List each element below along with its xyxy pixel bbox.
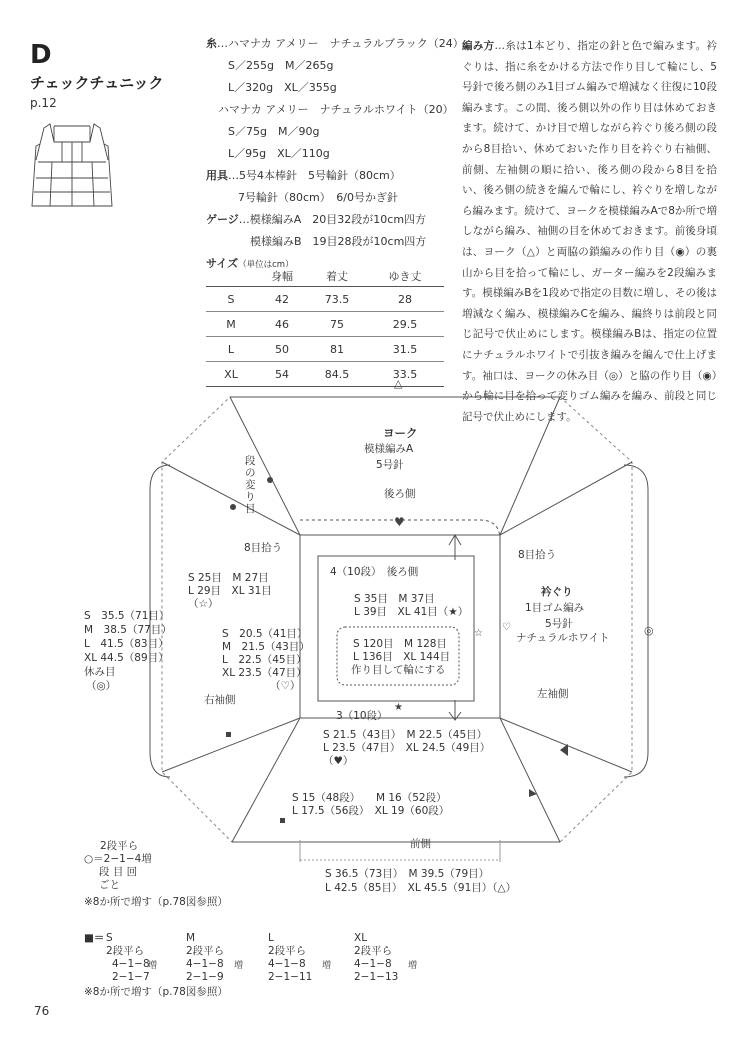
svg-text:♡: ♡ bbox=[502, 622, 511, 633]
size-note-size: L bbox=[268, 932, 274, 944]
size-note-line: 2段平ら bbox=[268, 945, 307, 957]
pick-up-left: 8目拾う bbox=[244, 542, 283, 554]
yarn-line: …ハマナカ アメリー ナチュラルブラック（24） bbox=[217, 37, 464, 50]
size-note-size: M bbox=[186, 932, 196, 944]
sleeve-stitches: XL 23.5（47目） bbox=[222, 667, 307, 679]
method-body: …糸は1本どり、指定の針と色で編みます。衿ぐりは、指に糸をかける方法で作り目して輪にし、5号針で後ろ側のみ1目ゴム編みで増減なく往復に10段編みます。この間、後ろ側以外の作り目は休めておきます。続けて、かけ目で増しながら衿ぐり後ろ側の段から8目拾い、休めておいた作り目を衿ぐり右袖側、前側、左袖側の順に拾い、後ろ側の段から8目を拾い、後ろ側の続きを編んで輪にし、衿ぐりを増しながら編みます。続けて、ヨークを模様編みAで8か所で増しながら編み、袖側の目を休めておきます。前後身頃は、ヨーク（△）と両脇の鎖編みの作り目（◉）の裏山から目を拾って輪にし、ガーター編みを2段編みます。模様編みBを1段めで指定の目数に増し、その後は増減なく編み、模様編みCを編み、編終りは前段と同じ記号で伏止めにします。模様編みBは、指定の位置にナチュラルホワイトで引抜き編みを編んで仕上げます。袖口は、ヨークの休み目（◎）と脇の作り目（◉）から輪に目を拾って変りゴム編みを編み、前段と同じ記号で伏止めにします。 bbox=[462, 40, 717, 423]
body-width-left: XL 44.5（89目） bbox=[84, 652, 169, 664]
hem-stitches: L 42.5（85目） XL 45.5（91目）（△） bbox=[325, 882, 517, 894]
tools-label: 用具 bbox=[206, 169, 228, 182]
table-cell: S bbox=[206, 287, 256, 312]
cast-on-stitches: S 120目 M 128目 bbox=[353, 638, 447, 650]
body-width-left: S 35.5（71目） bbox=[84, 610, 170, 622]
table-cell: 29.5 bbox=[366, 312, 444, 337]
upper-left-stitches: S 25目 M 27目 bbox=[188, 572, 269, 584]
inc-label: 増 bbox=[322, 961, 332, 971]
size-note-line: 4−1−8 bbox=[354, 958, 392, 970]
increase-note-line: 2段平ら bbox=[100, 840, 139, 852]
table-cell: M bbox=[206, 312, 256, 337]
size-note-line: 2−1−9 bbox=[186, 971, 224, 983]
body-width-left: L 41.5（83目） bbox=[84, 638, 169, 650]
length-rows: L 17.5（56段） XL 19（60段） bbox=[292, 805, 450, 817]
cast-on-note: 作り目して輪にする bbox=[351, 664, 446, 676]
size-note-m bbox=[186, 932, 224, 984]
body-width-left: M 38.5（77目） bbox=[84, 624, 172, 636]
size-note-line: 4−1−8 bbox=[186, 958, 224, 970]
side-stitches: （♥） bbox=[323, 755, 354, 767]
size-note-line: 2−1−11 bbox=[268, 971, 313, 983]
page-title: チェックチュニック bbox=[30, 74, 164, 92]
table-cell: 46 bbox=[256, 312, 308, 337]
gauge-line: 模様編みB 19目28段が10cm四方 bbox=[250, 235, 427, 248]
neckline-title: 衿ぐり bbox=[541, 586, 573, 598]
increase-note-line: 段 目 回 bbox=[99, 866, 138, 878]
tools-line: 7号輪針（80cm） 6/0号かぎ針 bbox=[238, 191, 398, 204]
sleeve-stitches: M 21.5（43目） bbox=[222, 641, 310, 653]
method-label: 編み方 bbox=[462, 40, 495, 52]
page-reference: p.12 bbox=[30, 96, 57, 110]
table-header-cell: 身幅 bbox=[256, 266, 308, 287]
gauge-label: ゲージ bbox=[206, 213, 239, 226]
neckline-needle: 5号針 bbox=[545, 618, 573, 630]
yarn-line: S／75g M／90g bbox=[228, 125, 320, 138]
size-note-s bbox=[106, 932, 150, 984]
svg-text:♥: ♥ bbox=[394, 515, 405, 529]
pattern-letter: D bbox=[30, 40, 52, 70]
page-number: 76 bbox=[34, 1004, 50, 1018]
table-header-cell: 着丈 bbox=[308, 266, 366, 287]
size-note-line: 4−1−8 bbox=[268, 958, 306, 970]
table-cell: 73.5 bbox=[308, 287, 366, 312]
table-cell: 28 bbox=[366, 287, 444, 312]
yarn-label: 糸 bbox=[206, 37, 217, 50]
size-note-line: 2段平ら bbox=[354, 945, 393, 957]
yoke-pattern: 模様編みA bbox=[364, 443, 414, 455]
size-note-line: 2−1−13 bbox=[354, 971, 399, 983]
table-header-cell: ゆき丈 bbox=[366, 266, 444, 287]
increase-note-line: ○＝2−1−4増 bbox=[84, 853, 152, 865]
yarn-line: ハマナカ アメリー ナチュラルホワイト（20） bbox=[218, 103, 454, 116]
yoke-needle: 5号針 bbox=[376, 459, 404, 471]
neckline-color: ナチュラルホワイト bbox=[516, 632, 610, 644]
row-change-label: 段の変り目 bbox=[245, 455, 256, 515]
svg-text:◎: ◎ bbox=[644, 624, 654, 637]
table-cell: 50 bbox=[256, 337, 308, 362]
table-cell: 84.5 bbox=[308, 362, 366, 387]
inc-label: 増 bbox=[408, 961, 418, 971]
table-cell: 81 bbox=[308, 337, 366, 362]
back-rows-label: 4（10段） 後ろ側 bbox=[330, 566, 419, 578]
table-cell: 31.5 bbox=[366, 337, 444, 362]
svg-text:★: ★ bbox=[394, 702, 403, 713]
side-stitches: S 21.5（43目） M 22.5（45目） bbox=[323, 729, 488, 741]
table-cell: L bbox=[206, 337, 256, 362]
table-cell: 54 bbox=[256, 362, 308, 387]
inc-label: 増 bbox=[234, 961, 244, 971]
table-cell: 33.5 bbox=[366, 362, 444, 387]
size-note-size: XL bbox=[354, 932, 368, 944]
table-cell: 75 bbox=[308, 312, 366, 337]
sleeve-stitches: L 22.5（45目） bbox=[222, 654, 307, 666]
table-cell: XL bbox=[206, 362, 256, 387]
cast-on-stitches: L 136目 XL 144目 bbox=[353, 651, 451, 663]
right-sleeve-label: 右袖側 bbox=[204, 694, 236, 706]
size-note-size: S bbox=[106, 932, 113, 944]
size-note-line: 2段平ら bbox=[106, 945, 145, 957]
size-label: サイズ bbox=[206, 257, 239, 270]
pick-up-right: 8目拾う bbox=[518, 549, 557, 561]
yarn-line: L／95g XL／110g bbox=[228, 147, 330, 160]
yarn-line: S／255g M／265g bbox=[228, 59, 334, 72]
svg-text:☆: ☆ bbox=[474, 628, 483, 639]
upper-left-stitches: L 29目 XL 31目 bbox=[188, 585, 272, 597]
size-note-xl bbox=[354, 932, 398, 984]
square-increase-note: ※8か所で増す（p.78図参照） bbox=[84, 986, 228, 998]
back-side-label: 後ろ側 bbox=[384, 488, 416, 500]
rest-stitches-label: （◎） bbox=[86, 680, 117, 692]
increase-note-line: ※8か所で増す（p.78図参照） bbox=[84, 896, 228, 908]
front-rows-label: 3（10段） bbox=[336, 710, 388, 722]
upper-left-stitches: （☆） bbox=[188, 598, 219, 610]
inc-label: 増 bbox=[148, 961, 158, 971]
length-rows: S 15（48段） M 16（52段） bbox=[292, 792, 447, 804]
size-note-line: 2−1−7 bbox=[112, 971, 150, 983]
size-unit: （単位はcm） bbox=[238, 260, 294, 270]
table-cell: 42 bbox=[256, 287, 308, 312]
front-side-label: 前側 bbox=[410, 838, 431, 850]
sleeve-stitches: S 20.5（41目） bbox=[222, 628, 308, 640]
increase-note-line: ごと bbox=[99, 879, 120, 891]
neck-back-stitches: S 35目 M 37目 bbox=[354, 593, 435, 605]
neck-back-stitches: L 39目 XL 41目（★） bbox=[354, 606, 469, 618]
neckline-pattern: 1目ゴム編み bbox=[525, 602, 585, 614]
tools-line: …5号4本棒針 5号輪針（80cm） bbox=[228, 169, 401, 182]
svg-text:△: △ bbox=[394, 377, 403, 390]
gauge-line: …模様編みA 20目32段が10cm四方 bbox=[238, 213, 427, 226]
hem-stitches: S 36.5（73目） M 39.5（79目） bbox=[325, 868, 490, 880]
left-sleeve-label: 左袖側 bbox=[537, 688, 569, 700]
square-mark-label: ■＝ bbox=[84, 932, 105, 944]
size-note-l bbox=[268, 932, 312, 984]
yoke-title: ヨーク bbox=[383, 426, 418, 440]
sleeve-stitches: （♡） bbox=[270, 680, 301, 692]
yarn-line: L／320g XL／355g bbox=[228, 81, 337, 94]
size-note-line: 4−1−8 bbox=[112, 958, 150, 970]
side-stitches: L 23.5（47目） XL 24.5（49目） bbox=[323, 742, 491, 754]
rest-stitches-label: 休み目 bbox=[84, 666, 116, 678]
size-note-line: 2段平ら bbox=[186, 945, 225, 957]
